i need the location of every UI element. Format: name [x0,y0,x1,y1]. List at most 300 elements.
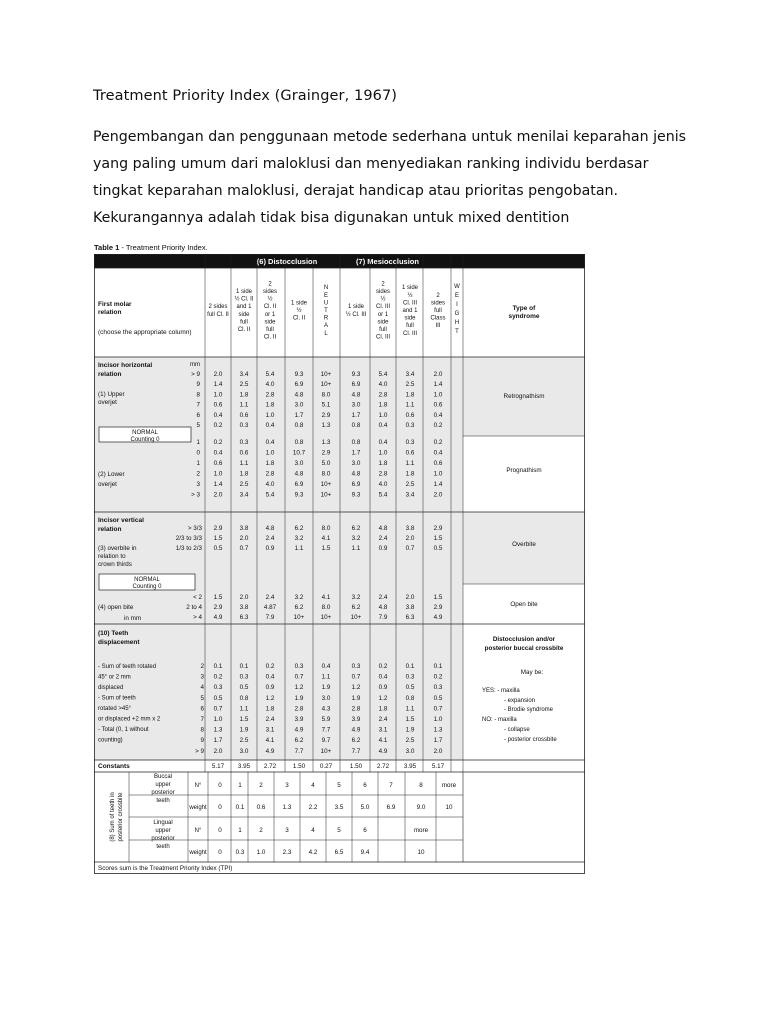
lower-overjet-mm: > 3 [191,491,200,499]
displacement-cell: 0.1 [433,663,443,670]
lower-overjet-cell: 6.9 [351,481,361,488]
column-header-5: N [323,285,329,292]
upper-overjet-cell: 1.7 [351,411,361,419]
displacement-cell: 1.2 [265,694,275,702]
overbite-cell: 1.5 [321,545,331,552]
upper-overjet-cell: 0.2 [213,422,223,429]
upper-overjet-cell: 4.0 [265,381,275,389]
displacement-description: displaced [98,685,124,691]
column-header-2: full [240,319,248,326]
upper-overjet-label: overjet [98,399,117,406]
displacement-cell: 0.2 [433,673,443,681]
incisor-horizontal-label: Incisor horizontal [98,362,153,369]
displacement-count: 4 [200,684,204,692]
upper-overjet-cell: 1.1 [239,401,249,409]
overbite-cell: 1.1 [294,545,304,552]
displacement-cell: 1.3 [433,726,443,734]
displacement-cell: 6.2 [294,737,304,745]
open-bite-range: < 2 [193,594,202,601]
overbite-range: 2/3 to 3/3 [175,535,202,542]
lower-overjet-cell: 0.6 [405,449,415,457]
open-bite-cell: 4.9 [213,614,223,621]
upper-overjet-cell: 0.3 [405,422,415,429]
lingual-teeth-label: teeth [156,844,170,850]
lower-overjet-cell: 0.2 [433,439,443,446]
overbite-cell: 3.8 [239,525,249,532]
buccal-n-cell: 4 [311,782,315,789]
weight-header: E [454,293,460,299]
lingual-weight-cell: 4.2 [308,849,318,856]
buccal-n-cell: more [441,782,457,789]
column-header-7: 2 [381,281,385,288]
displacement-cell: 2.4 [378,716,388,723]
lower-overjet-cell: 2.8 [378,470,388,478]
upper-overjet-cell: 3.4 [405,371,415,378]
buccal-teeth-label: teeth [156,798,170,804]
lower-overjet-cell: 1.8 [378,460,388,467]
column-header-7: sides [375,289,391,295]
overbite-cell: 0.9 [265,545,275,552]
displacement-cell: 0.5 [239,684,249,692]
open-bite-cell: 4.9 [433,614,443,621]
lower-overjet-cell: 0.3 [239,439,249,446]
upper-overjet-cell: 2.5 [239,381,249,389]
displacement-description: counting) [98,737,123,744]
upper-overjet-cell: 1.0 [378,411,388,419]
column-header-3: full [266,327,274,333]
open-bite-cell: 3.8 [239,604,249,611]
lower-overjet-cell: 0.6 [433,460,443,467]
lingual-n-label: N° [194,828,202,834]
buccal-weight-cell: 3.5 [334,804,344,811]
upper-overjet-label: (1) Upper [98,391,125,398]
displacement-cell: 1.8 [378,705,388,713]
upper-overjet-cell: 1.4 [213,381,223,389]
displacement-cell: 0.3 [294,663,304,670]
header-first-molar-label: relation [98,309,122,316]
distocclusion-group-label: (6) Distocclusion [256,257,318,266]
teeth-displacement-label: (10) Teeth [98,630,129,637]
lower-overjet-cell: 2.8 [265,470,275,478]
syndrome-line: - expansion [504,698,536,704]
open-bite-cell: 2.9 [433,604,443,611]
constant-cell: 1.50 [349,763,363,770]
displacement-cell: 0.9 [378,684,388,692]
lower-overjet-cell: 4.0 [378,481,388,488]
column-header-8: side [404,315,416,322]
syndrome-line: - posterior crossbite [504,737,557,743]
weight-header: G [454,311,460,317]
syndrome-may-be: May be: [520,669,544,676]
lower-overjet-label: (2) Lower [98,471,125,478]
open-bite-label: in mm [124,615,142,622]
column-header-3: ½ [267,296,273,303]
mm-unit-label: mm [190,362,200,368]
lingual-teeth-label: Lingual [153,820,173,826]
displacement-cell: 1.2 [378,694,388,702]
weight-header: W [454,284,460,290]
constant-cell: 2.72 [263,763,277,770]
column-header-5: T [324,308,328,314]
open-bite-cell: 2.9 [213,604,223,611]
lower-overjet-cell: 2.0 [213,491,223,499]
upper-overjet-cell: 10+ [320,371,332,378]
lower-overjet-cell: 1.4 [213,481,223,488]
upper-overjet-cell: 2.0 [213,371,223,378]
lower-overjet-cell: 0.8 [294,439,304,446]
displacement-cell: 1.0 [213,716,223,723]
upper-overjet-cell: 0.4 [378,422,388,429]
lingual-n-cell: 4 [311,827,315,834]
header-bg [94,268,585,356]
displacement-cell: 2.5 [405,737,415,745]
displacement-cell: 1.9 [321,684,331,692]
open-bite-cell: 10+ [320,614,332,621]
lower-overjet-mm: 2 [196,470,200,478]
column-header-5: A [323,323,329,330]
displacement-cell: 0.5 [213,694,223,702]
normal-box-2-text: NORMAL [134,577,160,583]
lower-overjet-cell: 0.4 [433,449,443,457]
upper-overjet-cell: 8.0 [321,391,331,399]
displacement-count: 5 [200,694,204,702]
buccal-n-cell: 2 [259,782,263,789]
syndrome-retrognathism: Retrognathism [503,393,545,400]
displacement-count: > 9 [195,747,204,755]
lower-overjet-cell: 3.4 [405,491,415,499]
lower-overjet-cell: 9.3 [351,491,361,499]
displacement-cell: 4.3 [321,705,331,713]
buccal-weight-cell: 2.2 [308,804,318,811]
column-header-7: Cl. III [375,334,391,341]
displacement-cell: 0.1 [213,663,223,670]
syndrome-yes-line: YES: - maxilla [482,688,520,694]
lower-overjet-cell: 1.4 [433,481,443,488]
lower-overjet-cell: 0.8 [351,439,361,446]
open-bite-cell: 6.3 [405,614,415,621]
upper-overjet-cell: 9.3 [351,371,361,378]
lower-overjet-cell: 1.0 [433,470,443,478]
displacement-cell: 1.9 [405,726,415,734]
overbite-cell: 3.8 [405,525,415,532]
lingual-n-cell: 5 [337,827,341,834]
displacement-cell: 1.8 [265,705,275,713]
column-header-5: E [323,292,329,299]
upper-overjet-cell: 5.4 [378,371,388,378]
lingual-teeth-label: posterior [151,836,175,842]
open-bite-cell: 10+ [350,614,362,621]
upper-overjet-cell: 4.8 [294,391,304,399]
open-bite-cell: 7.9 [265,614,275,621]
syndrome-distocclusion-title: Distocclusion and/or [492,636,556,643]
column-header-3: side [264,319,276,326]
displacement-cell: 7.7 [351,747,361,755]
buccal-n-cell: 7 [389,782,393,789]
upper-overjet-cell: 10+ [320,381,332,389]
lower-overjet-cell: 8.0 [321,470,331,478]
displacement-description: rotated >45° [98,706,131,712]
displacement-cell: 0.4 [265,673,275,681]
overbite-cell: 6.2 [351,525,361,532]
displacement-cell: 0.3 [433,684,443,692]
column-header-8: full [406,323,414,330]
upper-overjet-cell: 2.8 [378,391,388,399]
displacement-cell: 0.2 [378,663,388,670]
upper-overjet-mm: 9 [196,381,200,389]
displacement-cell: 2.0 [433,747,443,755]
open-bite-cell: 6.2 [294,604,304,611]
column-header-5: U [323,300,329,307]
open-bite-cell: 1.5 [433,594,443,601]
syndrome-no-line: NO: - maxilla [482,717,517,723]
upper-overjet-cell: 0.8 [351,422,361,429]
displacement-cell: 3.0 [321,694,331,702]
displacement-count: 3 [200,673,204,681]
lower-overjet-cell: 5.4 [265,491,275,499]
column-header-2: ½ Cl. II [234,296,254,303]
column-header-2: Cl. II [237,327,251,333]
constants-label: Constants [98,763,130,770]
open-bite-cell: 3.8 [405,604,415,611]
column-header-9: sides [430,300,446,307]
upper-overjet-cell: 2.5 [405,381,415,389]
displacement-description: 45° or 2 mm [98,674,131,681]
syndrome-progn-bg [463,436,585,512]
upper-overjet-cell: 0.4 [433,411,443,419]
normal-box-2-text: Counting 0 [132,584,162,590]
displacement-cell: 0.9 [265,684,275,692]
upper-overjet-cell: 1.0 [433,391,443,399]
column-header-8: Cl. III [402,300,418,307]
document-title: Treatment Priority Index (Grainger, 1967) [93,88,398,104]
upper-overjet-cell: 1.8 [405,391,415,399]
overbite-cell: 3.2 [351,535,361,542]
buccal-weight-cell: 0.6 [256,804,266,811]
lower-overjet-cell: 3.0 [351,460,361,467]
open-bite-cell: 6.2 [351,604,361,611]
constant-cell: 3.95 [403,763,417,770]
lower-overjet-cell: 10.7 [292,449,306,457]
lower-overjet-cell: 0.4 [378,439,388,446]
displacement-count: 7 [200,716,204,723]
table-caption [94,243,208,252]
column-header-7: side [377,319,389,326]
lower-overjet-cell: 3.0 [294,460,304,467]
incisor-vertical-label: Incisor vertical [98,517,144,524]
displacement-cell: 6.2 [351,737,361,745]
incisor-horizontal-label: relation [98,371,122,378]
upper-overjet-cell: 2.9 [321,411,331,419]
column-header-2: side [238,311,250,318]
overbite-cell: 6.2 [294,525,304,532]
column-header-7: ½ [380,296,386,303]
lower-overjet-cell: 1.1 [239,460,249,467]
displacement-cell: 0.4 [378,673,388,681]
displacement-cell: 1.5 [405,716,415,723]
upper-overjet-cell: 1.0 [265,411,275,419]
column-header-5: L [324,330,328,337]
displacement-description: - Sum of teeth rotated [98,664,157,670]
upper-overjet-cell: 0.4 [265,422,275,429]
upper-overjet-cell: 1.8 [265,401,275,409]
column-header-9: 2 [436,292,440,299]
buccal-teeth-label: posterior [151,790,175,796]
lower-overjet-label: overjet [98,481,117,488]
overbite-cell: 0.7 [405,545,415,552]
buccal-n-cell: 0 [218,782,222,789]
column-header-3: sides [262,289,278,295]
upper-overjet-cell: 0.8 [294,422,304,429]
displacement-cell: 3.0 [239,747,249,755]
displacement-cell: 7.7 [294,747,304,755]
displacement-cell: 2.4 [265,716,275,723]
lingual-weight-cell: 2.3 [282,849,292,856]
upper-overjet-cell: 4.0 [378,381,388,389]
overbite-cell: 4.1 [321,535,331,542]
column-header-9: III [435,323,441,330]
lingual-weight-label: weight [189,850,207,856]
lower-overjet-cell: 9.3 [294,491,304,499]
lower-overjet-cell: 0.3 [405,439,415,446]
upper-overjet-mm: 7 [196,401,200,409]
lower-overjet-mm: 3 [196,481,200,488]
group-header-bar [94,254,585,268]
lingual-weight-cell: 1.0 [256,849,266,856]
overbite-cell: 2.9 [433,525,443,532]
upper-overjet-mm: 6 [196,411,200,419]
displacement-cell: 2.8 [351,705,361,713]
lower-overjet-cell: 1.8 [405,470,415,478]
lower-overjet-cell: 2.9 [321,449,331,457]
displacement-cell: 4.1 [265,737,275,745]
overbite-cell: 2.9 [213,525,223,532]
displacement-cell: 1.9 [351,694,361,702]
upper-overjet-cell: 1.3 [321,422,331,429]
table-caption-text: - Treatment Priority Index. [119,243,208,252]
displacement-cell: 0.7 [433,705,443,713]
displacement-cell: 1.2 [294,684,304,692]
displacement-description: - Total (0, 1 without [98,727,149,733]
displacement-cell: 0.4 [321,663,331,670]
upper-overjet-cell: 3.4 [239,371,249,378]
lingual-weight-cell: 0 [218,849,222,856]
displacement-cell: 0.8 [239,694,249,702]
displacement-cell: 1.5 [239,716,249,723]
displacement-cell: 0.7 [213,705,223,713]
upper-overjet-cell: 6.9 [351,381,361,389]
column-header-2: 1 side [235,289,253,295]
upper-overjet-cell: 4.8 [351,391,361,399]
displacement-cell: 0.1 [405,663,415,670]
overbite-range: 1/3 to 2/3 [175,545,202,552]
displacement-description: - Sum of teeth [98,695,136,702]
lower-overjet-cell: 1.0 [213,470,223,478]
column-header-7: Cl. III [375,304,391,311]
lower-overjet-cell: 0.2 [213,439,223,446]
upper-overjet-cell: 1.0 [213,391,223,399]
header-first-molar-label: First molar [98,301,132,308]
syndrome-distocclusion-title: posterior buccal crossbite [484,645,564,652]
overbite-cell: 2.0 [239,535,249,542]
syndrome-line: - Brodie syndrome [504,707,554,713]
lower-overjet-cell: 1.3 [321,439,331,446]
open-bite-range: > 4 [193,614,202,621]
column-header-1: full Cl. II [207,311,229,318]
upper-overjet-cell: 1.8 [378,401,388,409]
displacement-count: 9 [200,737,204,745]
displacement-cell: 0.5 [405,684,415,692]
column-header-7: full [379,327,387,333]
displacement-cell: 0.5 [433,694,443,702]
upper-overjet-cell: 1.1 [405,401,415,409]
column-header-3: 2 [268,281,272,288]
displacement-cell: 4.9 [265,747,275,755]
open-bite-cell: 2.4 [378,594,388,601]
lingual-n-cell: 2 [259,827,263,834]
upper-overjet-cell: 0.2 [433,422,443,429]
mesiocclusion-group-label: (7) Mesiocclusion [356,257,419,266]
open-bite-cell: 8.0 [321,604,331,611]
open-bite-cell: 4.1 [321,594,331,601]
lower-overjet-cell: 2.0 [433,491,443,499]
upper-overjet-cell: 0.6 [405,411,415,419]
displacement-cell: 0.7 [351,673,361,681]
open-bite-cell: 7.9 [378,614,388,621]
column-header-3: Cl. II [263,304,277,311]
constant-cell: 1.50 [292,763,306,770]
lower-overjet-cell: 2.5 [405,481,415,488]
open-bite-cell: 2.4 [265,594,275,601]
buccal-n-cell: 3 [285,782,289,789]
column-header-8: 1 side [401,285,419,292]
weight-header: T [455,329,459,335]
open-bite-cell: 4.8 [378,604,388,611]
lower-overjet-cell: 5.0 [321,460,331,467]
lingual-n-cell: 1 [238,827,242,834]
displacement-cell: 4.9 [294,726,304,734]
buccal-n-cell: 5 [337,782,341,789]
displacement-cell: 1.3 [213,726,223,734]
displacement-cell: 0.3 [213,684,223,692]
displacement-cell: 10+ [320,747,332,755]
overbite-range: > 3/3 [187,525,202,532]
displacement-cell: 2.8 [294,705,304,713]
buccal-weight-cell: 5.0 [360,804,370,811]
displacement-count: 8 [200,726,204,734]
displacement-cell: 9.7 [321,737,331,745]
syndrome-open-bite: Open bite [510,601,538,608]
lower-overjet-cell: 1.7 [351,449,361,457]
syndrome-overbite: Overbite [512,541,536,548]
syndrome-header: syndrome [508,313,540,320]
lower-overjet-cell: 0.6 [213,460,223,467]
open-bite-cell: 1.5 [213,594,223,601]
syndrome-overbite-bg [463,512,585,584]
displacement-cell: 2.0 [213,747,223,755]
constant-cell: 0.27 [319,763,333,770]
lower-overjet-cell: 10+ [320,491,332,499]
displacement-cell: 4.9 [378,747,388,755]
upper-overjet-cell: 5.1 [321,401,331,409]
upper-overjet-cell: 2.0 [433,371,443,378]
buccal-n-cell: 1 [238,782,242,789]
upper-overjet-mm: 8 [196,391,200,399]
column-header-8: Cl. III [402,330,418,337]
incisor-vertical-label: relation [98,526,122,533]
buccal-weight-cell: 0.1 [235,804,245,811]
displacement-cell: 1.1 [239,705,249,713]
lower-overjet-cell: 2.5 [239,481,249,488]
